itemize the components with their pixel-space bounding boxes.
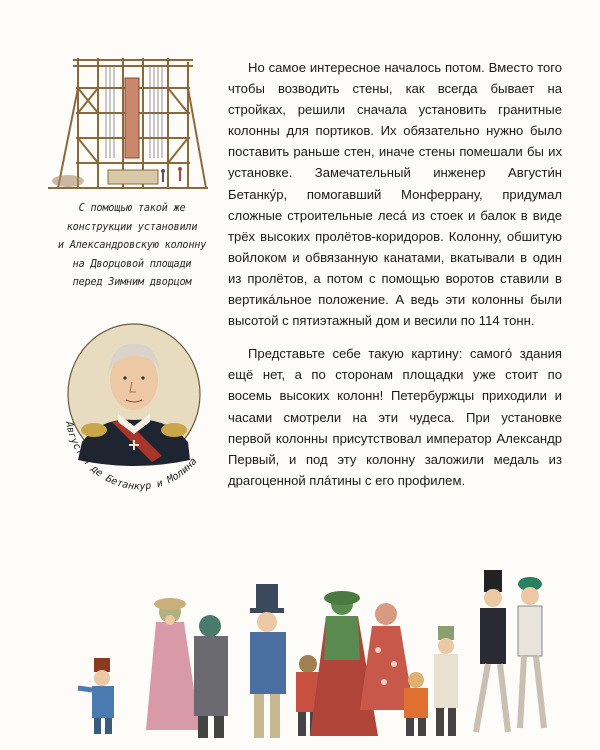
caption-line: на Дворцовой площади: [72, 258, 192, 270]
crowd-illustration: [60, 560, 580, 750]
betancourt-portrait: [52, 322, 222, 502]
paragraph-2: Представьте себе такую картину: самогó здания ещё нет, а по сторонам площадки уже стоит по восемь высоких колонн! Петербуржцы приходили и часами смотрели на эти чудеса. При установке первой колонны присутствовал император Александр Первый, и под эту колонну заложили медаль из драгоценной плáтины с его профилем.: [228, 346, 562, 488]
portrait-signature: Августин де Бетанкур и Молина: [62, 420, 200, 493]
scaffolding-caption: [46, 200, 218, 293]
caption-line: конструкции установили: [66, 221, 198, 233]
scaffolding-illustration: [48, 48, 208, 198]
caption-line: и Александровскую колонну: [57, 240, 207, 251]
caption-line: перед Зимним дворцом: [72, 277, 192, 288]
caption-line: С помощью такой же: [78, 203, 186, 214]
paragraph-1: Но самое интересное началось потом. Вместо того чтобы возводить стены, как всегда бывает на стройках, решили сначала установить гранитные колонны для портиков. Их обязательно нужно было поставить раньше стен, иначе стены помешали бы их установке. Замечательный инженер Августи́н Бетанку́р, помогавший Монферрану, придумал сложные строительные лесá из стоек и балок в виде трёх высоких пролётов-коридоров. Колонну, обшитую войлоком и обвязанную канатами, вкатывали в один из пролётов, а потом с помощью воротов ставили в вертикáльное положение. А ведь эти колонны были высотой с пятиэтажный дом и весили по 114 тонн.: [228, 60, 562, 329]
article-body: [228, 57, 562, 491]
